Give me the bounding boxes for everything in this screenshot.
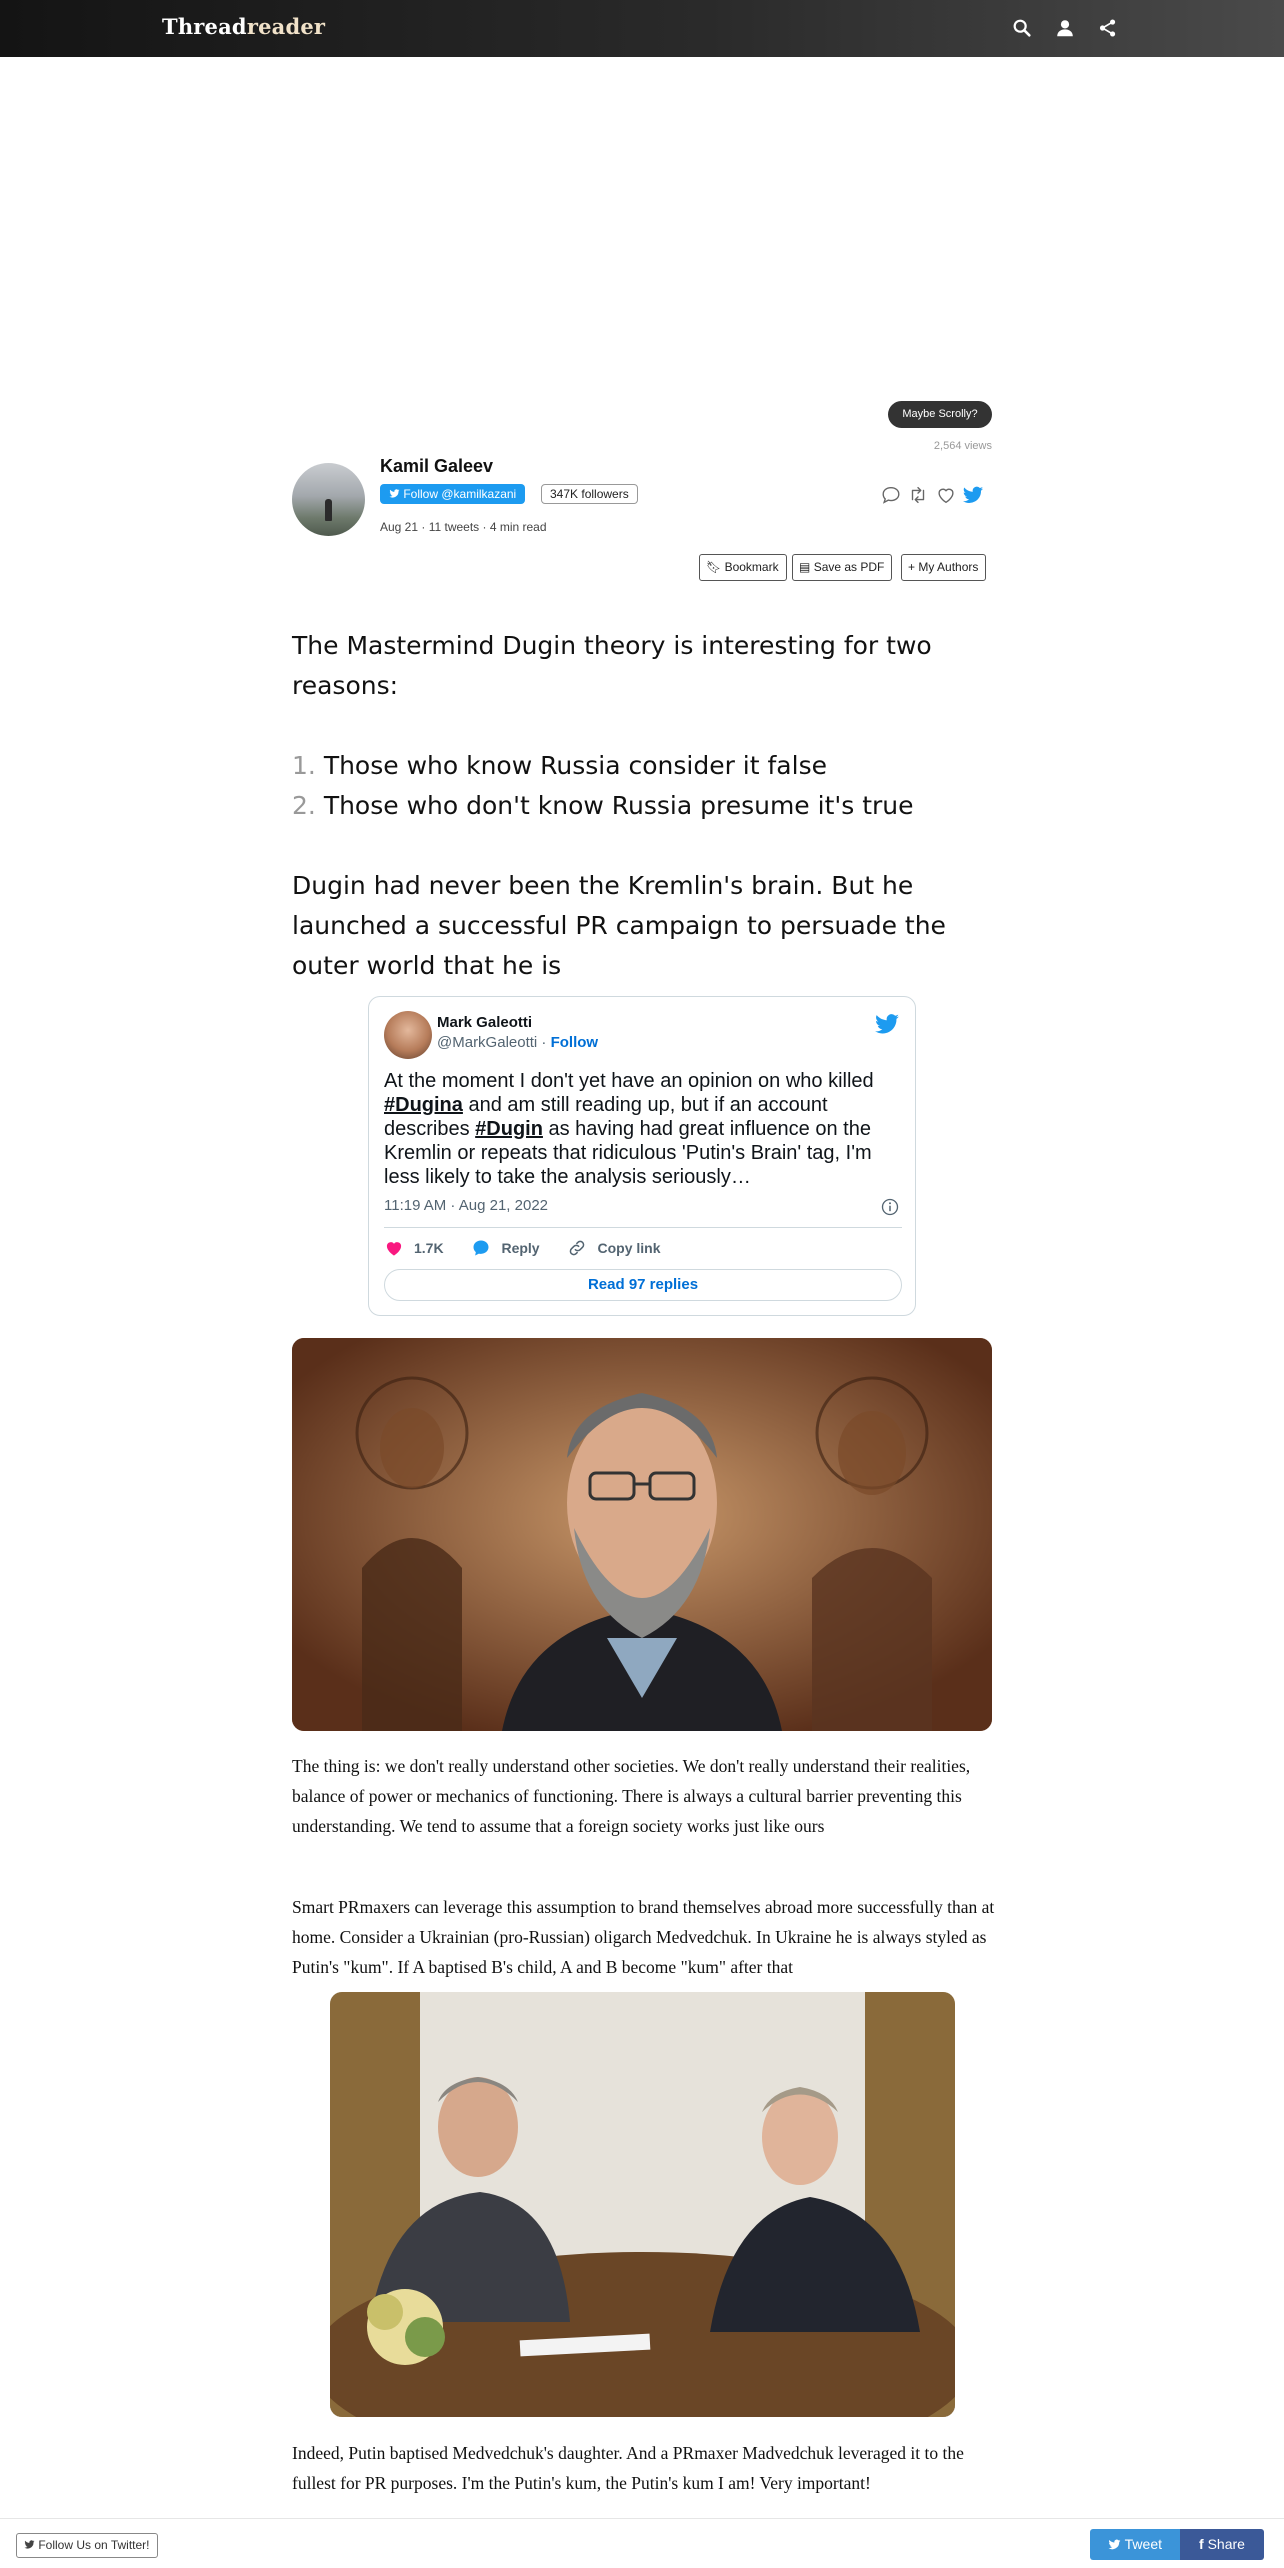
tweet-text-segment: as having had great influence on the Kremlin or repeats that ridiculous 'Putin's Brain' tag, I'm less likely to take the analysis seriously… <box>384 1118 872 1188</box>
facebook-icon: f <box>1199 2536 1204 2552</box>
followers-badge: 347K followers <box>541 484 638 504</box>
follow-author-button[interactable] <box>380 484 525 504</box>
brand-logo[interactable] <box>162 14 325 39</box>
hashtag-link[interactable]: #Dugin <box>475 1118 543 1140</box>
meeting-photo-illustration <box>330 1992 955 2417</box>
list-number: 2. <box>292 791 316 820</box>
my-authors-label: My Authors <box>918 560 979 574</box>
twitter-bird-icon <box>24 2539 35 2550</box>
embedded-tweet-handle-line <box>437 1034 598 1051</box>
brand-part2: reader <box>246 14 326 39</box>
list-text: Those who don't know Russia presume it's true <box>323 791 914 820</box>
handle-separator: · <box>537 1034 551 1051</box>
embedded-tweet-actions <box>384 1238 685 1262</box>
tweet-text-3: The thing is: we don't really understand other societies. We don't really understand their realities, balance of power or mechanics of functioning. There is always a cultural barrier preventing this understanding. We tend to assume that a foreign society works just like ours <box>292 1756 971 1836</box>
pdf-icon: ▤ <box>799 560 811 574</box>
embedded-tweet-follow-link[interactable]: Follow <box>550 1034 599 1051</box>
embedded-tweet-handle: @MarkGaleotti <box>437 1034 538 1051</box>
tweet-text-segment: At the moment I don't yet have an opinion on who killed <box>384 1070 874 1092</box>
list-item <box>292 786 1002 826</box>
tweet-image-dugin[interactable] <box>292 1338 992 1731</box>
share-icon[interactable] <box>1097 17 1119 39</box>
tweet-text-1: The Mastermind Dugin theory is interesting for two reasons: <box>292 631 932 700</box>
follow-us-label: Follow Us on Twitter! <box>38 2538 150 2552</box>
tweet-list <box>292 746 1002 826</box>
twitter-bird-icon <box>389 488 400 499</box>
tweet-share-button[interactable] <box>1090 2529 1180 2560</box>
tweet-text-2: Dugin had never been the Kremlin's brain. But he launched a successful PR campaign to persuade the outer world that he is <box>292 871 946 980</box>
tweet-share-label: Tweet <box>1124 2536 1162 2552</box>
maybe-scrolly-button[interactable]: Maybe Scrolly? <box>888 401 992 428</box>
facebook-share-button[interactable] <box>1180 2529 1264 2560</box>
search-icon[interactable] <box>1011 17 1033 39</box>
reply-bubble-icon <box>471 1238 491 1258</box>
link-icon <box>567 1238 587 1258</box>
twitter-bird-icon <box>1108 2538 1121 2551</box>
embedded-tweet-text <box>384 1069 902 1189</box>
heart-icon <box>384 1238 404 1258</box>
reply-label: Reply <box>501 1240 540 1256</box>
hashtag-link[interactable]: #Dugina <box>384 1094 463 1116</box>
author-avatar[interactable] <box>292 463 365 536</box>
top-navbar <box>0 0 1284 57</box>
like-count: 1.7K <box>414 1240 444 1256</box>
embedded-tweet[interactable] <box>368 996 916 1316</box>
my-authors-button[interactable] <box>901 554 986 581</box>
read-replies-button[interactable]: Read 97 replies <box>384 1269 902 1301</box>
reply-button[interactable] <box>471 1238 539 1258</box>
embedded-tweet-avatar[interactable] <box>384 1011 432 1059</box>
twitter-bird-icon[interactable] <box>962 484 984 506</box>
copy-link-label: Copy link <box>597 1240 661 1256</box>
user-icon[interactable] <box>1054 17 1076 39</box>
follow-author-label: Follow @kamilkazani <box>403 487 517 501</box>
bottom-share-bar <box>0 2518 1284 2568</box>
bookmark-icon: 🔖︎ <box>706 560 722 574</box>
embedded-tweet-timestamp[interactable]: 11:19 AM · Aug 21, 2022 <box>384 1197 549 1214</box>
facebook-share-label: Share <box>1207 2536 1245 2552</box>
comment-icon[interactable] <box>880 484 902 506</box>
follow-us-twitter-button[interactable] <box>16 2533 158 2558</box>
list-number: 1. <box>292 751 316 780</box>
list-text: Those who know Russia consider it false <box>323 751 827 780</box>
twitter-bird-icon[interactable] <box>874 1011 900 1037</box>
bookmark-button[interactable] <box>699 554 787 581</box>
embedded-tweet-divider <box>384 1227 902 1228</box>
retweet-icon[interactable] <box>907 484 929 506</box>
save-pdf-label: Save as PDF <box>813 560 885 574</box>
like-button[interactable] <box>384 1238 444 1258</box>
heart-icon[interactable] <box>935 484 957 506</box>
plus-icon: + <box>908 560 916 574</box>
embedded-tweet-author[interactable]: Mark Galeotti <box>437 1014 533 1031</box>
tweet-text-segment: and am still reading up, but if an account describes <box>384 1094 828 1140</box>
view-count: 2,564 views <box>933 440 992 452</box>
tweet-text-4: Smart PRmaxers can leverage this assumption to brand themselves abroad more successfully than at home. Consider a Ukrainian (pro-Russian) oligarch Medvedchuk. In Ukraine he is always styled as Putin's "kum". If A baptised B's child, A and B become "kum" after that <box>292 1897 995 1977</box>
bookmark-label: Bookmark <box>724 560 779 574</box>
copy-link-button[interactable] <box>567 1238 660 1258</box>
save-pdf-button[interactable] <box>792 554 892 581</box>
thread-actions <box>880 484 985 506</box>
list-item <box>292 746 1002 786</box>
tweet-text-5: Indeed, Putin baptised Medvedchuk's daughter. And a PRmaxer Madvedchuk leveraged it to the fullest for PR purposes. I'm the Putin's kum, the Putin's kum I am! Very important! <box>292 2443 964 2493</box>
brand-part1: Thread <box>162 14 247 39</box>
author-name[interactable]: Kamil Galeev <box>380 456 494 476</box>
tweet-image-meeting[interactable] <box>330 1992 955 2417</box>
thread-meta: Aug 21 · 11 tweets · 4 min read <box>380 520 547 534</box>
dugin-portrait-illustration <box>292 1338 992 1731</box>
info-icon[interactable] <box>880 1197 900 1217</box>
